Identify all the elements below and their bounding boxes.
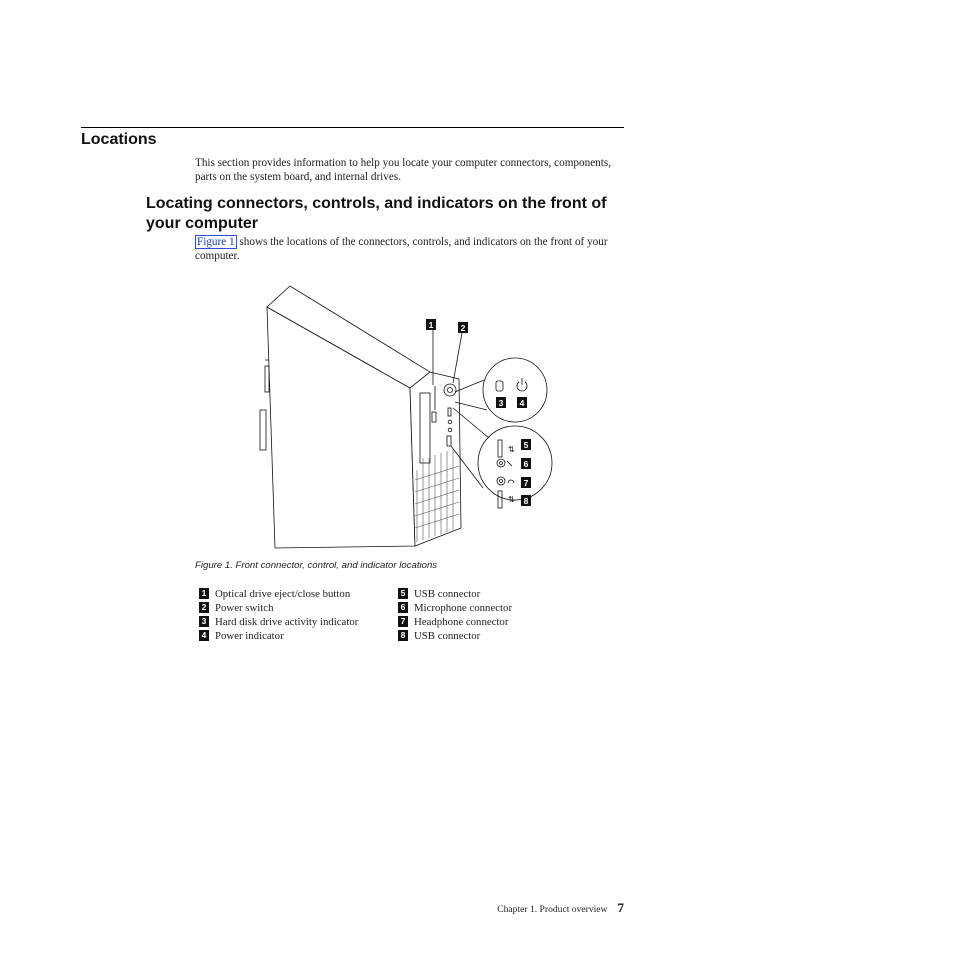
callout-3: 3 [498,398,504,408]
legend-item [398,601,512,615]
footer-chapter: Chapter 1. Product overview [497,904,608,915]
legend-number: 1 [199,588,209,599]
legend-number: 2 [199,602,209,613]
legend-text: Power switch [215,601,274,614]
legend-number: 8 [398,630,408,641]
subsection-title: Locating connectors, controls, and indicators on the front of your computer [146,195,607,232]
legend-column-1 [199,587,358,643]
svg-text:⇅: ⇅ [508,445,515,454]
legend-item [199,601,358,615]
legend-text: USB connector [414,587,481,600]
callout-5: 5 [523,440,529,450]
callout-7: 7 [523,478,529,488]
legend-number: 7 [398,616,408,627]
section-rule [81,127,624,128]
legend-number: 4 [199,630,209,641]
legend-item [398,629,512,643]
subsection-body-text: shows the locations of the connectors, controls, and indicators on the front of your computer. [195,236,608,262]
legend-item [199,615,358,629]
callout-6: 6 [523,459,529,469]
legend-text: Hard disk drive activity indicator [215,615,359,628]
legend-number: 6 [398,602,408,613]
figure-caption: Figure 1. Front connector, control, and indicator locations [195,560,438,571]
legend-text: Headphone connector [414,615,509,628]
subsection-body [195,236,625,263]
legend-text: Optical drive eject/close button [215,587,351,600]
legend-text: USB connector [414,629,481,642]
detail-circle-indicators [483,358,547,422]
legend-number: 5 [398,588,408,599]
legend-item [398,615,512,629]
section-intro: This section provides information to help you locate your computer connectors, components, parts on the system board, and internal drives. [195,157,612,183]
callout-2: 2 [460,323,466,333]
page-number: 7 [617,900,624,915]
legend-column-2 [398,587,512,643]
figure-link[interactable]: Figure 1 [197,236,235,248]
legend-text: Power indicator [215,629,284,642]
front-view-figure [255,280,565,555]
legend-item [199,587,358,601]
callout-4: 4 [519,398,525,408]
computer-front-panel [410,372,461,546]
callout-1: 1 [428,320,434,330]
section-title: Locations [81,131,157,148]
svg-text:⇅: ⇅ [508,495,515,504]
legend-item [199,629,358,643]
callout-8: 8 [523,496,529,506]
legend-text: Microphone connector [414,601,513,614]
legend-number: 3 [199,616,209,627]
detail-circle-ports [478,426,552,500]
legend-item [398,587,512,601]
page-footer [497,900,624,916]
